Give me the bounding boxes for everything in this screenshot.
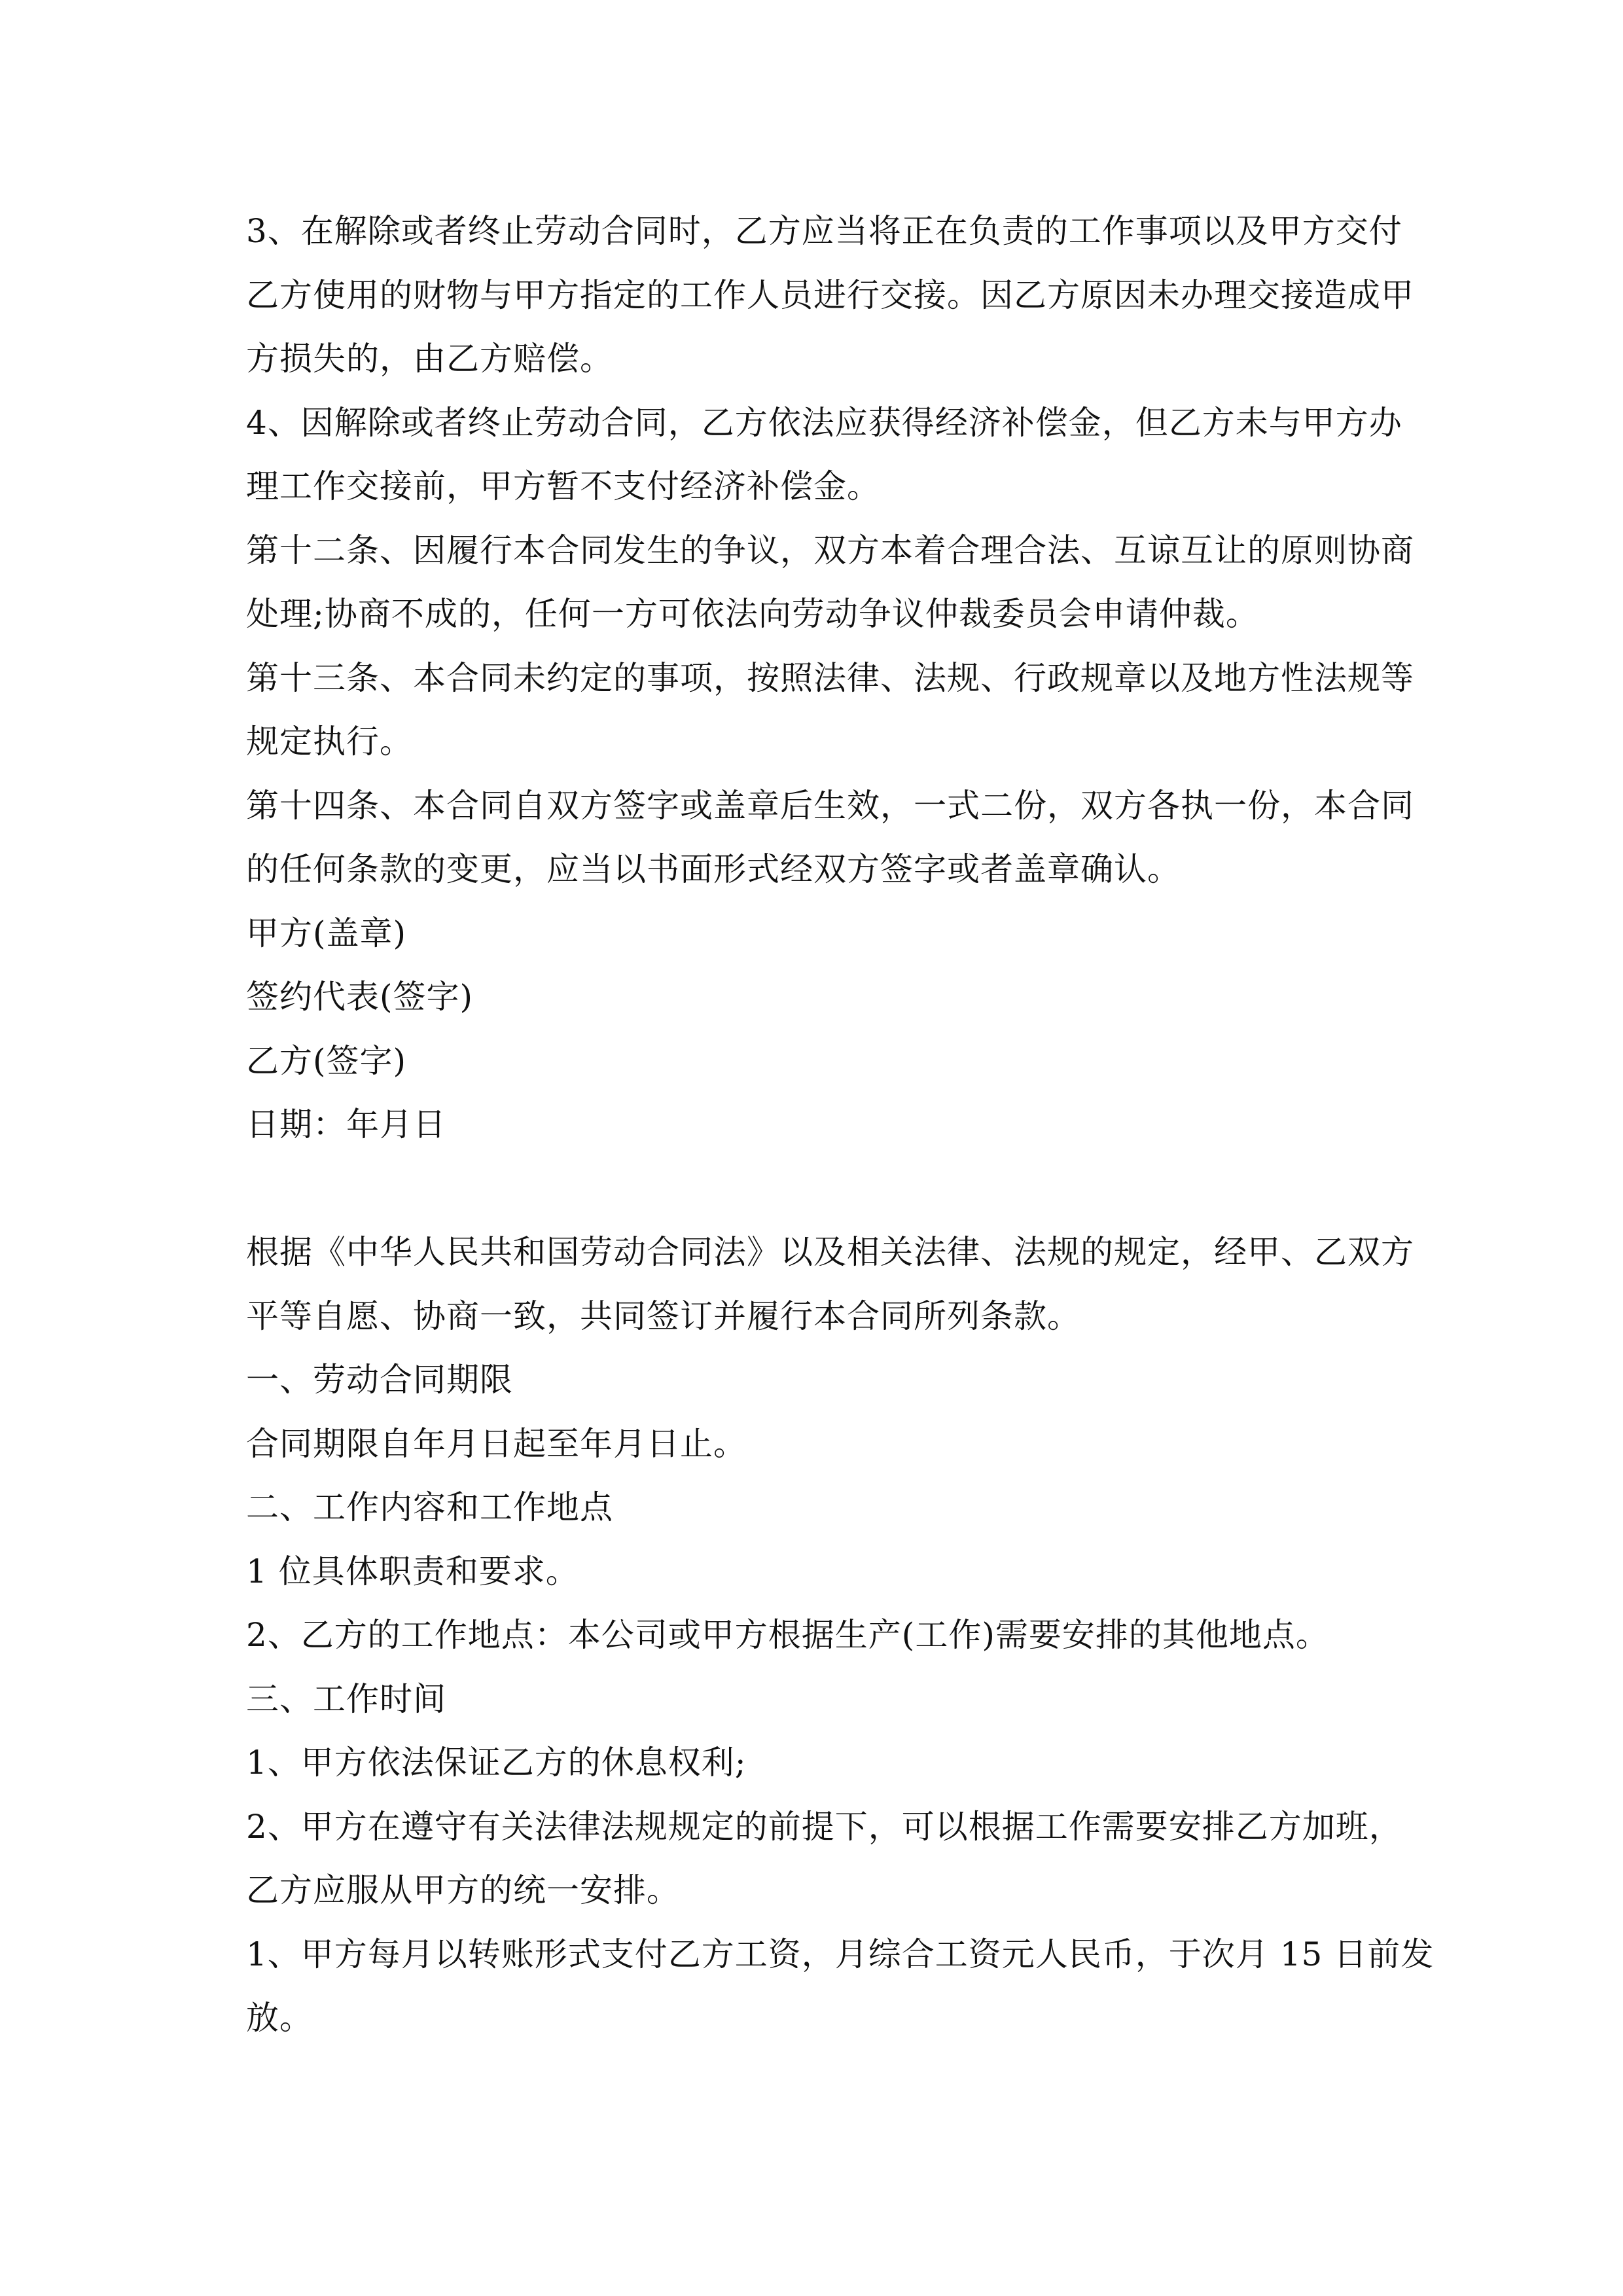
text-line: 3、在解除或者终止劳动合同时，乙方应当将正在负责的工作事项以及甲方交付 [246, 212, 1402, 250]
section-gap [246, 1157, 1385, 1221]
text-line: 合同期限自年月日起至年月日止。 [246, 1424, 747, 1463]
text-line: 放。 [246, 1999, 313, 2037]
signature-party-a: 甲方(盖章) [246, 914, 407, 952]
text-line: 2、甲方在遵守有关法律法规规定的前提下，可以根据工作需要安排乙方加班， [246, 1807, 1402, 1846]
document-body [246, 200, 1435, 2051]
signature-party-b: 乙方(签字) [246, 1041, 407, 1080]
text-line: 平等自愿、协商一致，共同签订并履行本合同所列条款。 [246, 1297, 1080, 1335]
text-line: 处理;协商不成的，任何一方可依法向劳动争议仲裁委员会申请仲裁。 [246, 595, 1259, 633]
text-line: 根据《中华人民共和国劳动合同法》以及相关法律、法规的规定，经甲、乙双方 [246, 1233, 1414, 1271]
text-line: 规定执行。 [246, 723, 413, 761]
text-line: 第十三条、本合同未约定的事项，按照法律、法规、行政规章以及地方性法规等 [246, 658, 1414, 697]
text-line: 乙方应服从甲方的统一安排。 [246, 1871, 680, 1909]
signature-date: 日期：年月日 [246, 1105, 446, 1143]
text-line: 乙方使用的财物与甲方指定的工作人员进行交接。因乙方原因未办理交接造成甲 [246, 276, 1414, 314]
text-line: 方损失的，由乙方赔偿。 [246, 340, 613, 378]
text-line: 的任何条款的变更，应当以书面形式经双方签字或者盖章确认。 [246, 850, 1181, 888]
signature-representative: 签约代表(签字) [246, 978, 474, 1016]
text-line: 理工作交接前，甲方暂不支付经济补偿金。 [246, 467, 880, 505]
text-line: 1 位具体职责和要求。 [246, 1552, 579, 1590]
section-heading: 二、工作内容和工作地点 [246, 1488, 613, 1526]
text-line: 第十四条、本合同自双方签字或盖章后生效，一式二份，双方各执一份，本合同 [246, 786, 1414, 825]
text-line: 第十二条、因履行本合同发生的争议，双方本着合理合法、互谅互让的原则协商 [246, 531, 1414, 569]
section-heading: 一、劳动合同期限 [246, 1361, 513, 1399]
section-heading: 三、工作时间 [246, 1679, 446, 1718]
text-line: 1、甲方每月以转账形式支付乙方工资，月综合工资元人民币，于次月 15 日前发 [246, 1935, 1435, 1973]
text-line: 2、乙方的工作地点：本公司或甲方根据生产(工作)需要安排的其他地点。 [246, 1616, 1329, 1654]
text-line: 1、甲方依法保证乙方的休息权利; [246, 1744, 747, 1782]
text-line: 4、因解除或者终止劳动合同，乙方依法应获得经济补偿金，但乙方未与甲方办 [246, 403, 1402, 442]
